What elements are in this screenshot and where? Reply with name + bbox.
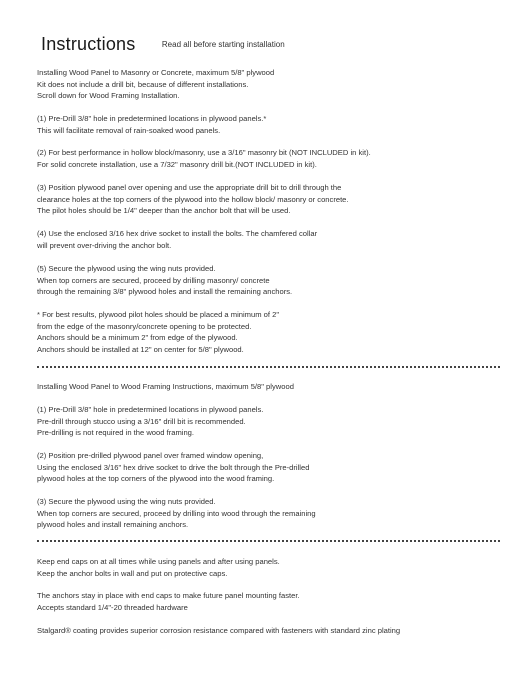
masonry-note: * For best results, plywood pilot holes should be placed a minimum of 2" from the edge of the masonry/concrete opening to be protected. Anchors should be a minimum 2" from edge of the plywood. Anchors should be installed at 12" on center for 5/8" plywood. xyxy=(37,310,280,354)
masonry-step-1: (1) Pre-Drill 3/8" hole in predetermined locations in plywood panels.* This will facilitate removal of rain-soaked wood panels. xyxy=(37,114,267,135)
masonry-step-3: (3) Position plywood panel over opening and use the appropriate drill bit to drill through the clearance holes at the top corners of the plywood into the hollow block/ masonry or concrete. The pilot holes should be 1/4" deeper than the anchor bolt that will be used. xyxy=(37,183,349,216)
section-divider xyxy=(37,366,500,368)
page-subtitle: Read all before starting installation xyxy=(161,40,285,49)
framing-intro: Installing Wood Panel to Wood Framing Instructions, maximum 5/8" plywood xyxy=(37,382,294,391)
footer-anchors-note: The anchors stay in place with end caps to make future panel mounting faster. Accepts standard 1/4"-20 threaded hardware xyxy=(37,591,300,612)
masonry-step-4: (4) Use the enclosed 3/16 hex drive socket to install the bolts. The chamfered collar will prevent over-driving the anchor bolt. xyxy=(37,229,318,250)
framing-step-1: (1) Pre-Drill 3/8" hole in predetermined locations in plywood panels. Pre-drill through stucco using a 3/16" drill bit is recommended. Pre-drilling is not required in the wood framing. xyxy=(37,405,264,438)
framing-step-2: (2) Position pre-drilled plywood panel over framed window opening, Using the enclosed 3/16" hex drive socket to drive the bolt through the Pre-drilled plywood holes at the top corners of the plywood into the wood framing. xyxy=(37,451,310,484)
footer-caps-note: Keep end caps on at all times while using panels and after using panels. Keep the anchor bolts in wall and put on protective caps. xyxy=(37,557,280,578)
header xyxy=(41,34,285,55)
page-title: Instructions xyxy=(41,34,136,54)
masonry-step-2: (2) For best performance in hollow block/masonry, use a 3/16" masonry bit (NOT INCLUDED in kit). For solid concrete installation, use a 7/32" masonry drill bit.(NOT INCLUDED in kit). xyxy=(37,148,371,169)
section-divider xyxy=(37,540,500,542)
masonry-step-5: (5) Secure the plywood using the wing nuts provided. When top corners are secured, proceed by drilling masonry/ concrete through the remaining 3/8" plywood holes and install the remaining anchors. xyxy=(37,264,293,297)
footer-coating-note: Stalgard® coating provides superior corrosion resistance compared with fasteners with standard zinc plating xyxy=(37,626,401,635)
framing-step-3: (3) Secure the plywood using the wing nuts provided. When top corners are secured, proceed by drilling into wood through the remaining plywood holes and install remaining anchors. xyxy=(37,497,316,530)
masonry-intro: Installing Wood Panel to Masonry or Concrete, maximum 5/8" plywood Kit does not include a drill bit, because of different installations. Scroll down for Wood Framing Installation. xyxy=(37,68,275,101)
